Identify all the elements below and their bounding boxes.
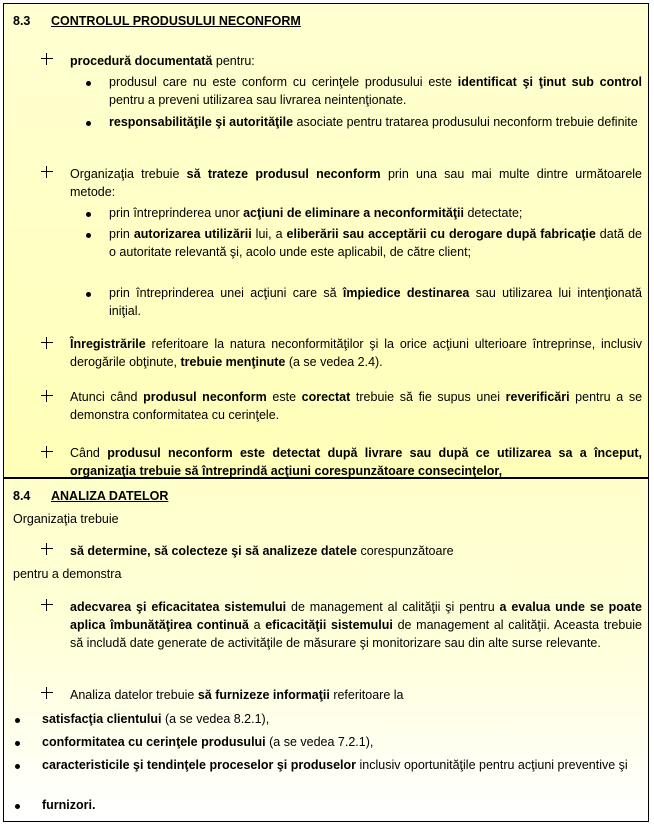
bullet-dot-icon	[15, 764, 20, 769]
plus-bullet-icon	[41, 446, 53, 458]
bullet-prevent-use: prin întreprinderea unei acţiuni care să împiedice destinarea sau utilizarea lui intenţionată iniţial.	[109, 286, 642, 318]
bullet-eliminate: prin întreprinderea unor acţiuni de eliminare a neconformităţii detectate;	[109, 206, 523, 220]
plus-bullet-icon	[41, 687, 53, 699]
bullet-dot-icon	[15, 718, 20, 723]
bullet-dot-icon	[15, 741, 20, 746]
demo-text: pentru a demonstra	[13, 567, 122, 581]
section-title-8-4: 8.4 ANALIZA DATELOR	[13, 489, 169, 503]
plus-bullet-icon	[41, 337, 53, 349]
bullet-dot-icon	[86, 81, 91, 86]
paragraph-determine: să determine, să colecteze şi să analizeze datele corespunzătoare	[70, 544, 454, 558]
bullet-dot-icon	[86, 212, 91, 217]
bullet-customer-satisfaction: satisfacţia clientului (a se vedea 8.2.1),	[42, 712, 270, 726]
section-title-8-3: 8.3 CONTROLUL PRODUSULUI NECONFORM	[13, 14, 301, 28]
paragraph-corrected: Atunci când produsul neconform este corectat trebuie să fie supus unei reverificări pentru a se demonstra conformitatea cu cerinţele.	[70, 390, 643, 422]
paragraph-adequacy: adecvarea şi eficacitatea sistemului de management al calităţii şi pentru a evalua unde se poate aplica îmbunătăţirea continuă a eficacităţii sistemului de management al calităţii. Aceasta trebuie să includă date generate de activităţile de măsurare şi monitorizare sau din alte surse relevante.	[70, 600, 642, 650]
section-8-4-box	[3, 478, 649, 822]
paragraph-procedure: procedură documentată pentru:	[70, 54, 255, 68]
bullet-dot-icon	[86, 233, 91, 238]
intro-text: Organizaţia trebuie	[13, 512, 119, 526]
bullet-dot-icon	[86, 292, 91, 297]
plus-bullet-icon	[41, 53, 53, 65]
bullet-suppliers: furnizori.	[42, 798, 96, 812]
plus-bullet-icon	[41, 166, 53, 178]
bullet-identified: produsul care nu este conform cu cerinţele produsului este identificat şi ţinut sub control pentru a preveni utilizarea sau livrarea neintenţionate.	[109, 75, 643, 107]
plus-bullet-icon	[41, 599, 53, 611]
paragraph-analysis: Analiza datelor trebuie să furnizeze informaţii referitoare la	[70, 688, 404, 702]
plus-bullet-icon	[41, 543, 53, 555]
bullet-product-conformity: conformitatea cu cerinţele produsului (a se vedea 7.2.1),	[42, 735, 374, 749]
paragraph-after-delivery: Când produsul neconform este detectat după livrare sau după ce utilizarea sa a început, organizaţia trebuie să întreprindă acţiuni corespunzătoare consecinţelor,	[70, 446, 642, 478]
bullet-dot-icon	[86, 121, 91, 126]
plus-bullet-icon	[41, 390, 53, 402]
paragraph-treat-nonconforming: Organizaţia trebuie să trateze produsul neconform prin una sau mai multe dintre următoarele metode:	[70, 167, 642, 199]
bullet-dot-icon	[15, 804, 20, 809]
bullet-authorize: prin autorizarea utilizării lui, a eliberării sau acceptării cu derogare după fabricaţie dată de o autoritate relevantă şi, acolo unde este aplicabil, de către client;	[109, 227, 642, 259]
section-8-3-box	[3, 3, 649, 478]
bullet-responsibilities: responsabilităţile şi autorităţile asociate pentru tratarea produsului neconform trebuie definite	[109, 115, 638, 129]
bullet-trends: caracteristicile şi tendinţele proceselor şi produselor inclusiv oportunităţile pentru acţiuni preventive şi	[42, 758, 628, 772]
paragraph-records: Înregistrările referitoare la natura neconformităţilor şi la orice acţiuni ulterioare întreprinse, inclusiv derogările obţinute, trebuie menţinute (a se vedea 2.4).	[70, 337, 642, 369]
